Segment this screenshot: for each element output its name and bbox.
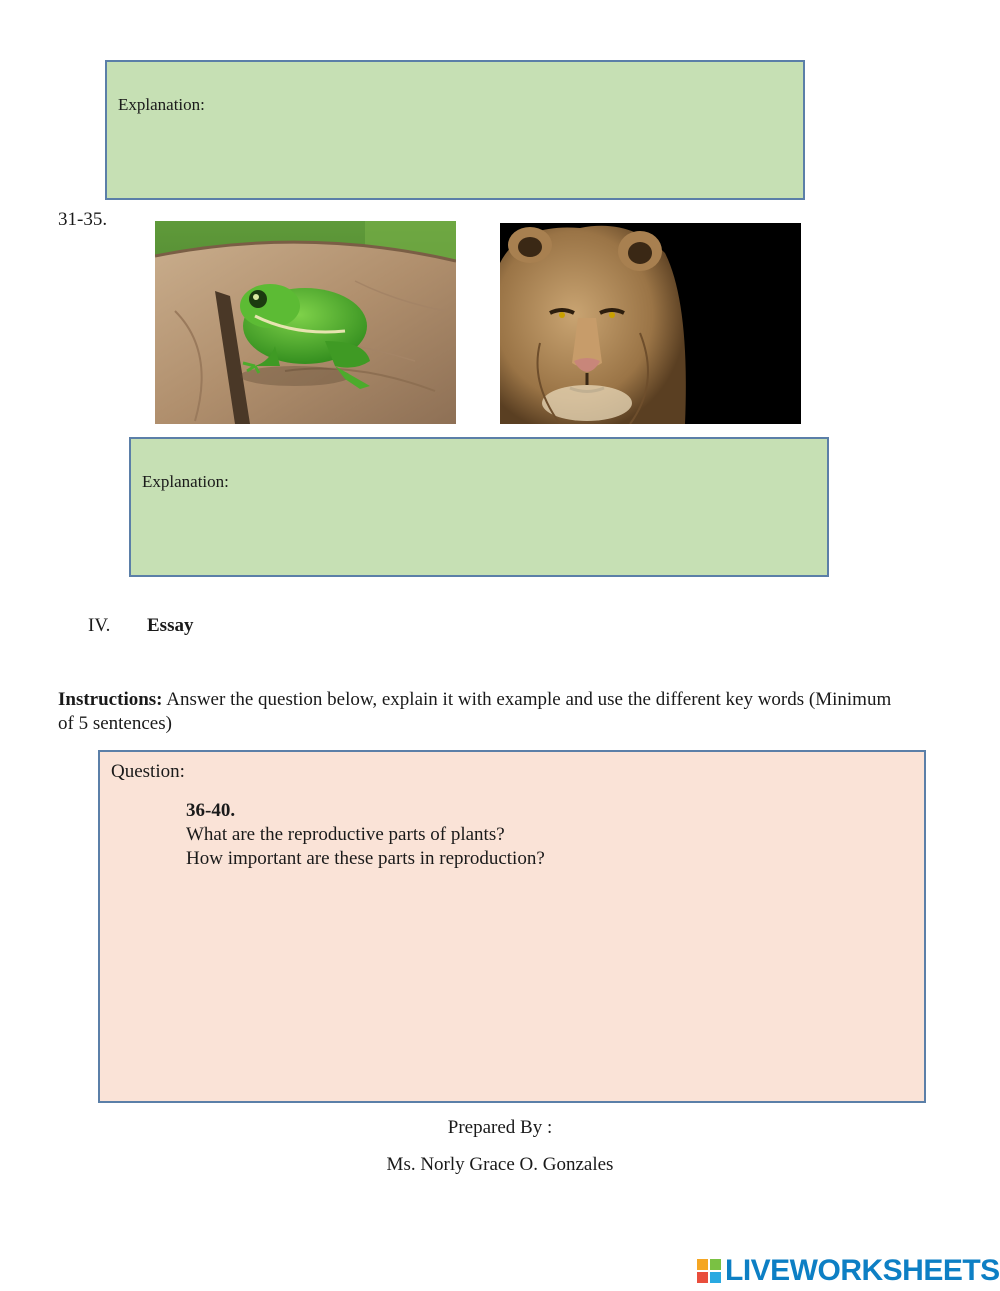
logo-text: LIVEWORKSHEETS (725, 1254, 1000, 1287)
question-text-1: What are the reproductive parts of plants? (186, 824, 505, 845)
logo-blocks-icon (697, 1259, 721, 1283)
explanation-box-2[interactable] (129, 437, 829, 577)
instructions-line-2: of 5 sentences) (58, 713, 172, 734)
instructions-label: Instructions: (58, 689, 163, 710)
question-box[interactable] (98, 750, 926, 1103)
question-text-2: How important are these parts in reproduction? (186, 848, 545, 869)
question-number: 36-40. (186, 800, 236, 821)
instructions-text-1: Answer the question below, explain it with example and use the different key words (Minimum (166, 689, 892, 710)
author-name: Ms. Norly Grace O. Gonzales (386, 1154, 614, 1175)
instructions (58, 688, 938, 736)
frog-image (155, 221, 456, 424)
instructions-line-1 (58, 688, 938, 712)
item-number-31-35: 31-35. (58, 209, 108, 230)
explanation-label-2: Explanation: (142, 472, 229, 491)
explanation-box-1[interactable] (105, 60, 805, 200)
section-title: Essay (147, 615, 194, 636)
liveworksheets-logo (697, 1254, 1000, 1288)
lioness-image (500, 223, 801, 424)
section-numeral: IV. (88, 615, 111, 636)
question-label: Question: (111, 761, 185, 782)
prepared-by: Prepared By : (447, 1117, 553, 1138)
explanation-label-1: Explanation: (118, 95, 205, 114)
